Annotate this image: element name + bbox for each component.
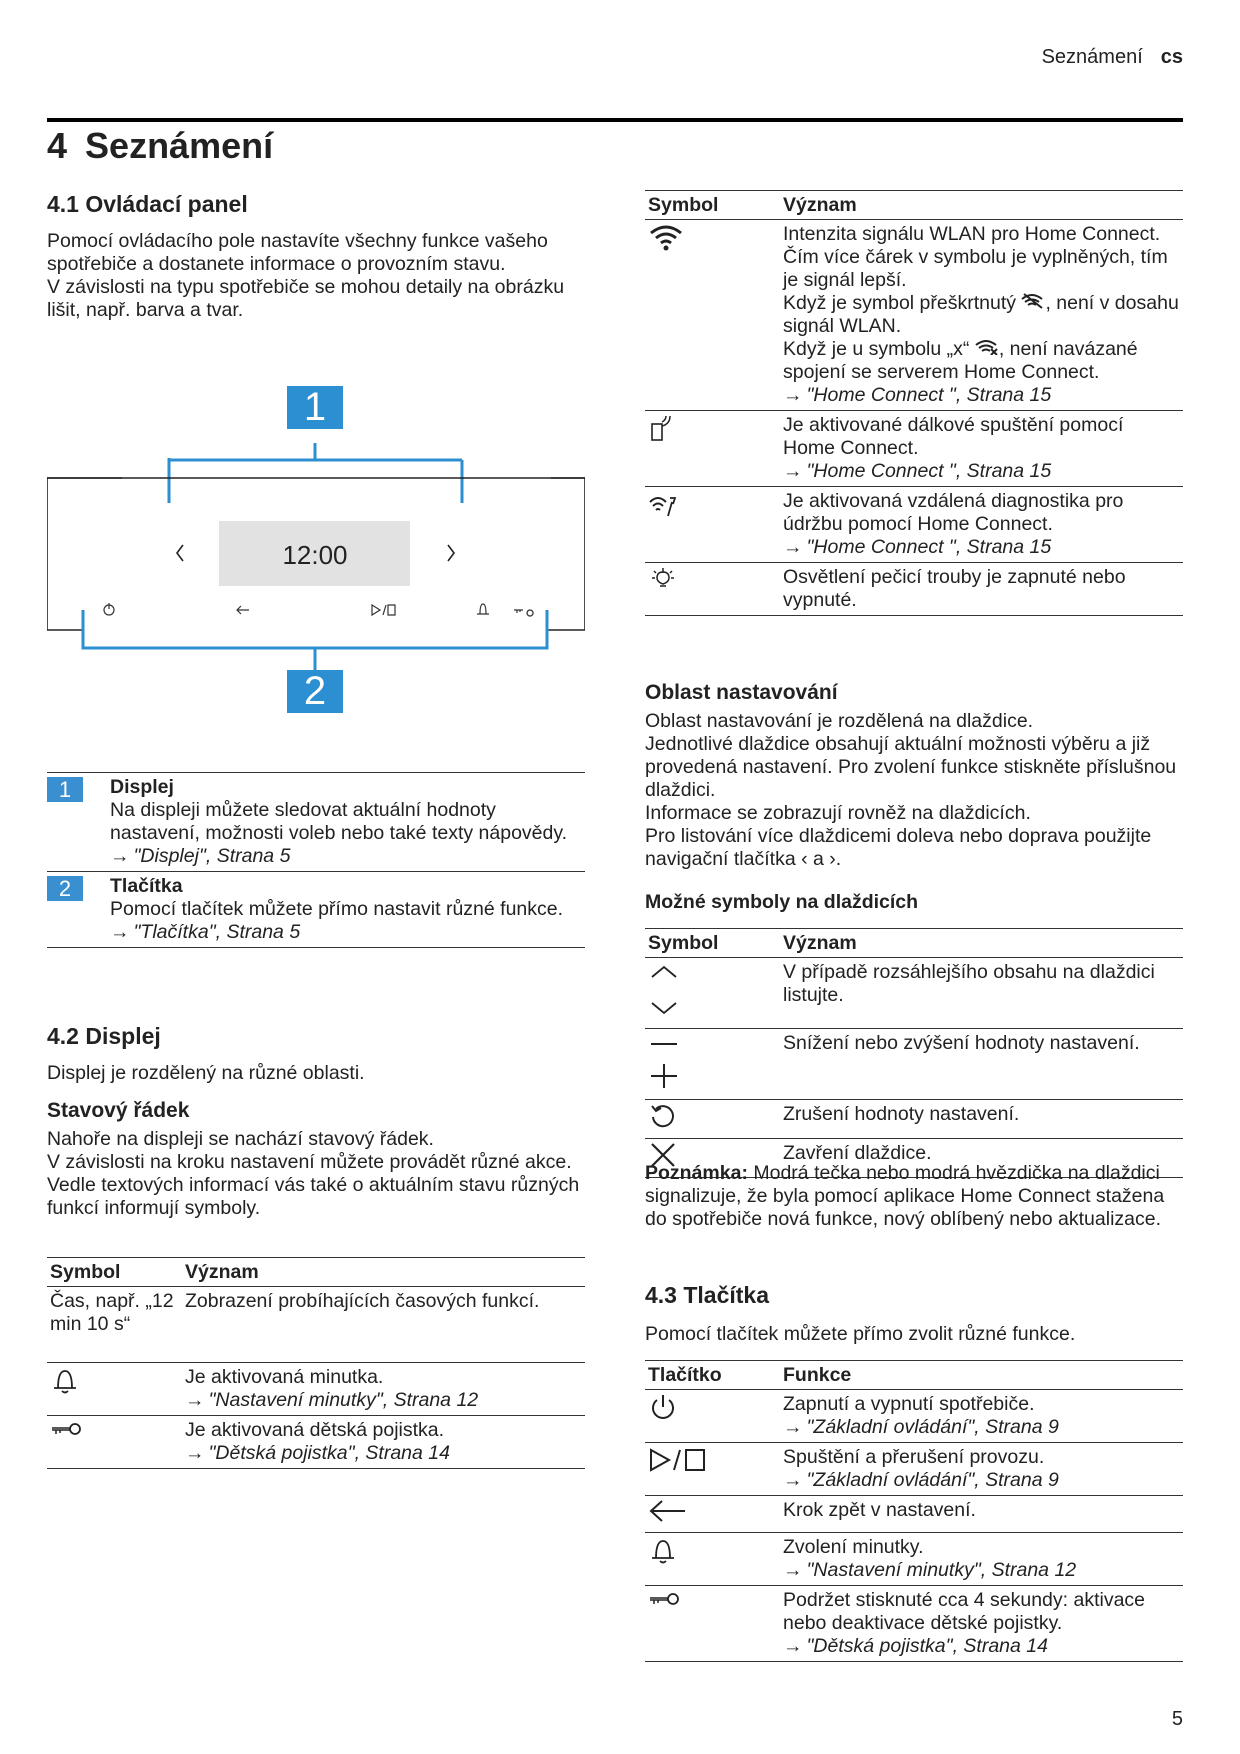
power-icon [648,1393,678,1421]
table-row [47,1363,585,1416]
table-row [645,1586,1183,1662]
oven-light-icon [648,566,678,592]
callout-2: 2 [287,670,343,713]
child-lock-key-icon [514,610,533,616]
child-lock-key-icon [648,1589,682,1613]
legend-item [47,773,585,872]
table-row [47,1287,585,1363]
note-label: Poznámka: [645,1162,748,1184]
tile-symbols-table [645,928,1183,1178]
meaning-text: Snížení nebo zvýšení hodnoty nastavení. [780,1029,1183,1100]
start-pause-icon [648,1446,712,1474]
control-panel-figure [47,385,585,718]
nav-right-symbol-icon: › [829,848,836,870]
section-4-1-title: 4.1 Ovládací panel [47,191,248,217]
function-text: Spuštění a přerušení provozu. [783,1446,1045,1468]
status-paragraph-1: Nahoře na displeji se nachází stavový řádek. [47,1128,434,1150]
legend-title: Displej [110,776,174,798]
remote-start-icon [648,414,678,444]
col-header-function: Funkce [780,1361,1183,1390]
legend-ref-link[interactable]: → "Tlačítka", Strana 5 [110,921,301,943]
wifi-text-4: Když je u symbolu „x“ , není navázané spojení se serverem Home Connect. [783,338,1138,383]
wifi-text-3: Když je symbol přeškrtnutý , není v dosahu signál WLAN. [783,292,1179,337]
table-row [645,1496,1183,1533]
ref-link[interactable]: → "Nastavení minutky", Strana 12 [185,1389,479,1411]
table-row [645,487,1183,563]
nav-left-symbol-icon: ‹ [801,848,808,870]
undo-icon [648,1103,678,1129]
note-paragraph [645,1162,1183,1231]
legend-title: Tlačítka [110,875,183,897]
intro-paragraph-1: Pomocí ovládacího pole nastavíte všechny funkce vašeho spotřebiče a dostanete informace o provozním stavu. [47,230,548,275]
table-row [645,1533,1183,1586]
section-4-3-title: 4.3 Tlačítka [645,1282,770,1308]
table-row [645,563,1183,616]
page-number: 5 [1171,1708,1183,1730]
buttons-bracket [83,610,547,670]
wifi-x-icon [975,339,999,355]
buttons-table [645,1360,1183,1662]
function-text: Krok zpět v nastavení. [780,1496,1183,1533]
legend-number: 2 [47,876,83,901]
table-row [645,220,1183,411]
table-row [645,1443,1183,1496]
running-header [1042,46,1183,69]
timer-bell-icon [648,1536,678,1564]
function-text: Zapnutí a vypnutí spotřebiče. [783,1393,1035,1415]
status-line-text [47,1128,585,1220]
meaning-text: Je aktivovaná dětská pojistka. [185,1419,445,1441]
legend-number: 1 [47,777,83,802]
meaning-text: V případě rozsáhlejšího obsahu na dlaždici listujte. [780,958,1183,1029]
ref-link[interactable]: → "Home Connect ", Strana 15 [783,460,1052,482]
connectivity-symbols-table [645,190,1183,616]
note-text: Modrá tečka nebo modrá hvězdička na dlaždici signalizuje, že byla pomocí aplikace Home Connect stažena do spotřebiče nová funkce, nový oblíbený nebo aktualizace. [645,1162,1165,1230]
tile-symbols-title: Možné symboly na dlaždicích [645,891,919,913]
display-bracket [169,443,462,503]
meaning-text: Je aktivované dálkové spuštění pomocí Home Connect. [783,414,1124,459]
col-header-symbol: Symbol [645,191,780,220]
chapter-title [47,124,291,168]
symbol-cell: Čas, např. „12 min 10 s“ [47,1287,182,1363]
back-arrow-icon [648,1499,688,1523]
minus-plus-icon [648,1032,682,1090]
ref-link[interactable]: → "Základní ovládání", Strana 9 [783,1416,1059,1438]
timer-bell-icon [477,604,489,614]
scroll-up-down-icon [648,961,682,1019]
legend-text: Na displeji můžete sledovat aktuální hodnoty nastavení, možnosti voleb nebo také texty nápovědy. [110,799,568,844]
wifi-crossed-icon [1021,293,1045,309]
section-4-3-intro: Pomocí tlačítek můžete přímo zvolit různé funkce. [645,1323,1076,1345]
remote-diagnostics-icon [648,490,680,520]
settings-paragraph-4: Pro listování více dlaždicemi doleva nebo doprava použijte navigační tlačítka ‹ a ›. [645,825,1152,870]
ref-link[interactable]: → "Dětská pojistka", Strana 14 [185,1442,450,1464]
ref-link[interactable]: → "Nastavení minutky", Strana 12 [783,1559,1077,1581]
legend-ref-link[interactable]: → "Displej", Strana 5 [110,845,291,867]
meaning-text: Zavření dlaždice. [780,1139,1183,1178]
table-row [645,411,1183,487]
ref-link[interactable]: → "Dětská pojistka", Strana 14 [783,1635,1048,1657]
meaning-text: Je aktivovaná minutka. [185,1366,384,1388]
back-icon [237,606,249,614]
callout-1: 1 [287,386,343,429]
section-4-2-intro: Displej je rozdělený na různé oblasti. [47,1062,365,1084]
settings-area-title: Oblast nastavování [645,681,838,704]
wifi-signal-icon [648,223,684,253]
table-row [645,958,1183,1029]
chapter-rule [47,118,1183,122]
settings-paragraph-3: Informace se zobrazují rovněž na dlaždicích. [645,802,1031,824]
section-4-2-title: 4.2 Displej [47,1023,161,1049]
intro-paragraph-2: V závislosti na typu spotřebiče se mohou detaily na obrázku lišit, např. barva a tvar. [47,276,565,321]
table-row [645,1029,1183,1100]
settings-paragraph-2: Jednotlivé dlaždice obsahují aktuální možnosti výběru a již provedená nastavení. Pro zvolení funkce stiskněte příslušnou dlaždici. [645,733,1177,801]
meaning-text: Je aktivovaná vzdálená diagnostika pro údržbu pomocí Home Connect. [783,490,1124,535]
settings-area-text [645,710,1183,871]
ref-link[interactable]: → "Home Connect ", Strana 15 [783,536,1052,558]
table-row [645,1390,1183,1443]
wifi-text-1: Intenzita signálu WLAN pro Home Connect. [783,223,1161,245]
ref-link[interactable]: → "Home Connect ", Strana 15 [783,384,1052,406]
display-time: 12:00 [282,540,348,570]
status-paragraph-3: Vedle textových informací vás také o aktuálním stavu různých funkcí informují symboly. [47,1174,580,1219]
col-header-meaning: Význam [182,1258,585,1287]
col-header-meaning: Význam [780,191,1183,220]
wifi-text-2: Čím více čárek v symbolu je vyplněných, tím je signál lepší. [783,246,1168,291]
header-lang: cs [1160,46,1183,68]
meaning-text: Zrušení hodnoty nastavení. [780,1100,1183,1139]
figure-legend [47,772,585,948]
bell-icon [50,1366,80,1394]
function-text: Podržet stisknuté cca 4 sekundy: aktivace nebo deaktivace dětské pojistky. [783,1589,1146,1634]
col-header-symbol: Symbol [47,1258,182,1287]
status-paragraph-2: V závislosti na kroku nastavení můžete provádět různé akce. [47,1151,572,1173]
table-row [645,1100,1183,1139]
col-header-button: Tlačítko [645,1361,780,1390]
key-icon [50,1419,84,1443]
table-row [47,1416,585,1469]
legend-text: Pomocí tlačítek můžete přímo nastavit různé funkce. [110,898,564,920]
chapter-number: 4 [47,125,68,166]
status-line-title: Stavový řádek [47,1099,190,1122]
settings-paragraph-1: Oblast nastavování je rozdělená na dlaždice. [645,710,1034,732]
start-pause-icon [372,605,395,615]
chapter-title-text: Seznámení [85,125,274,166]
meaning-cell: Zobrazení probíhajících časových funkcí. [182,1287,585,1363]
function-text: Zvolení minutky. [783,1536,924,1558]
col-header-meaning: Význam [780,929,1183,958]
col-header-symbol: Symbol [645,929,780,958]
nav-right-icon [448,545,454,561]
status-symbols-table [47,1257,585,1469]
legend-item [47,872,585,948]
meaning-text: Osvětlení pečicí trouby je zapnuté nebo vypnuté. [780,563,1183,616]
header-section: Seznámení [1041,46,1143,68]
ref-link[interactable]: → "Základní ovládání", Strana 9 [783,1469,1059,1491]
section-4-1-intro [47,230,585,322]
nav-left-icon [177,545,183,561]
